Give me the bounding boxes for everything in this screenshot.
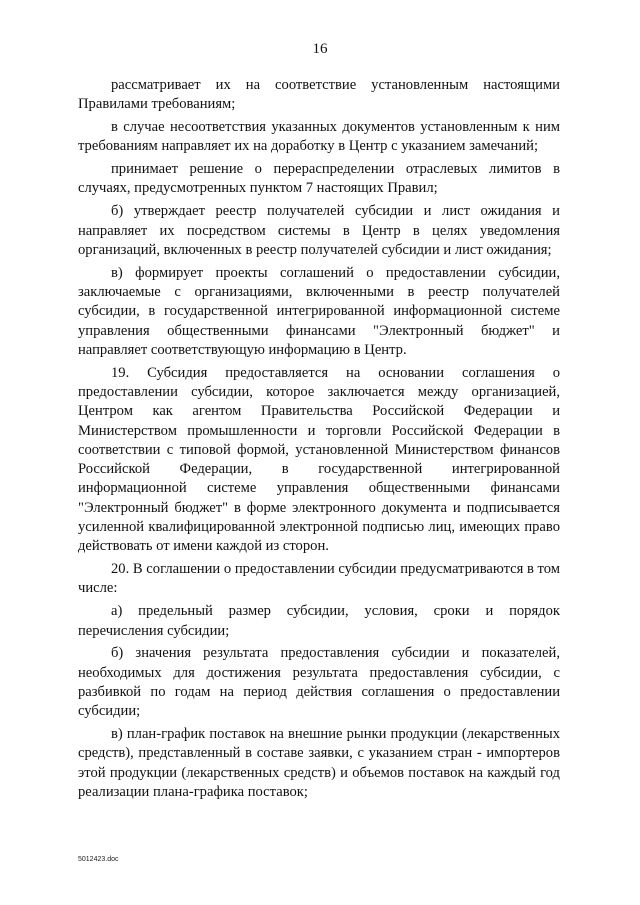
paragraph-section-20: 20. В соглашении о предоставлении субсидии предусматриваются в том числе: bbox=[78, 561, 560, 597]
paragraph-item-v: в) план-график поставок на внешние рынки продукции (лекарственных средств), представленный в составе заявки, с указанием стран - импортеров этой продукции (лекарственных средств) и объемов поставок на каждый год реализации плана-графика поставок; bbox=[78, 726, 560, 800]
paragraph-approve-registry: б) утверждает реестр получателей субсидии и лист ожидания и направляет их посредством системы в Центр в целях уведомления организаций, включенных в реестр получателей субсидии и лист ожидания; bbox=[78, 203, 560, 258]
paragraph-limit-redistribution: принимает решение о перераспределении отраслевых лимитов в случаях, предусмотренных пунктом 7 настоящих Правил; bbox=[78, 161, 560, 197]
paragraph-item-a: а) предельный размер субсидии, условия, сроки и порядок перечисления субсидии; bbox=[78, 603, 560, 639]
page-number: 16 bbox=[312, 41, 328, 57]
document-body bbox=[78, 76, 560, 806]
paragraph-review: рассматривает их на соответствие установленным настоящими Правилами требованиям; bbox=[78, 77, 560, 113]
paragraph-section-19: 19. Субсидия предоставляется на основании соглашения о предоставлении субсидии, которое заключается между организацией, Центром как агентом Правительства Российской Федерации и Министерством промышленности и торговли Российской Федерации в соответствии с типовой формой, установленной Министерством финансов Российской Федерации, в государственной интегрированной информационной системе управления общественными финансами "Электронный бюджет" в форме электронного документа и подписывается усиленной квалифицированной электронной подписью лиц, имеющих право действовать от имени каждой из сторон. bbox=[78, 364, 560, 555]
paragraph-item-b: б) значения результата предоставления субсидии и показателей, необходимых для достижения результата предоставления субсидии, с разбивкой по годам на период действия соглашения о предоставлении субсидии; bbox=[78, 645, 560, 720]
paragraph-draft-agreements: в) формирует проекты соглашений о предоставлении субсидии, заключаемые с организациями, включенными в реестр получателей субсидии, в государственной интегрированной информационной системе управления общественными финансами "Электронный бюджет" и направляет соответствующую информацию в Центр. bbox=[78, 264, 560, 358]
paragraph-return-for-revision: в случае несоответствия указанных документов установленным к ним требованиям направляет их на доработку в Центр с указанием замечаний; bbox=[78, 119, 560, 155]
document-footer-filename: 5012423.doc bbox=[78, 856, 119, 863]
